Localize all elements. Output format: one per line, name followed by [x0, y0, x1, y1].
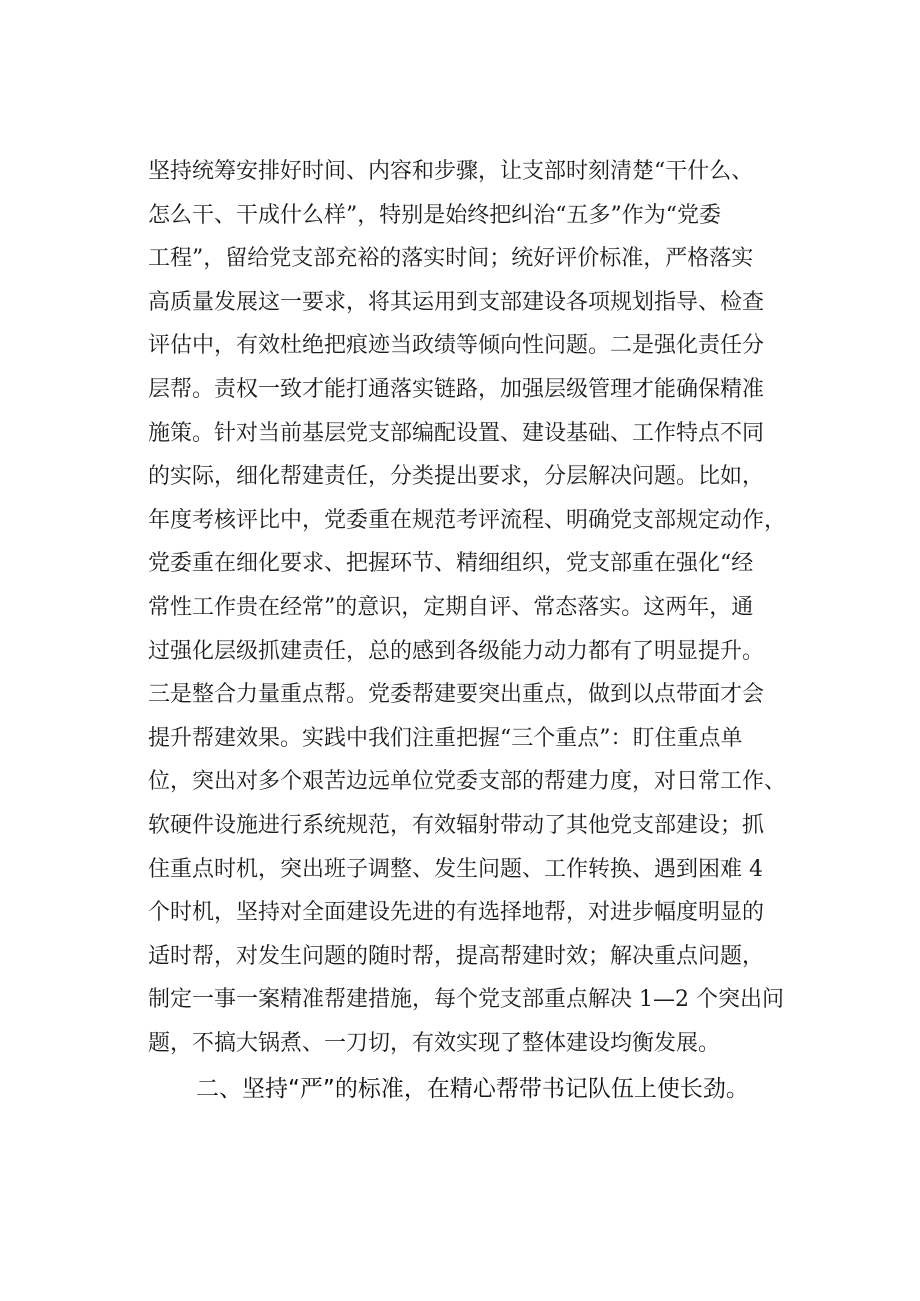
body-paragraph	[148, 150, 828, 1065]
paragraph-line: 高质量发展这一要求，将其运用到支部建设各项规划指导、检查	[148, 289, 765, 315]
paragraph-line: 施策。针对当前基层党支部编配设置、建设基础、工作特点不同	[148, 420, 765, 446]
paragraph-line: 层帮。责权一致才能打通落实链路，加强层级管理才能确保精准	[148, 376, 765, 402]
paragraph-line: 年度考核评比中，党委重在规范考评流程、明确党支部规定动作，	[148, 507, 787, 533]
paragraph-line: 题，不搞大锅煮、一刀切，有效实现了整体建设均衡发展。	[148, 1030, 721, 1056]
paragraph-line: 常性工作贵在经常”的意识，定期自评、常态落实。这两年，通	[148, 594, 754, 620]
section-heading: 二、坚持“严”的标准，在精心帮带书记队伍上使长劲。	[196, 1076, 749, 1102]
paragraph-line: 怎么干、干成什么样”，特别是始终把纠治“五多”作为“党委	[148, 202, 721, 228]
paragraph-line: 个时机，坚持对全面建设先进的有选择地帮，对进步幅度明显的	[148, 900, 765, 926]
paragraph-line: 三是整合力量重点帮。党委帮建要突出重点，做到以点带面才会	[148, 682, 765, 708]
paragraph-line: 软硬件设施进行系统规范，有效辐射带动了其他党支部建设；抓	[148, 812, 765, 838]
paragraph-line: 适时帮，对发生问题的随时帮，提高帮建时效；解决重点问题，	[148, 943, 765, 969]
paragraph-line: 过强化层级抓建责任，总的感到各级能力动力都有了明显提升。	[148, 638, 765, 664]
paragraph-line: 党委重在细化要求、把握环节、精细组织，党支部重在强化“经	[148, 551, 754, 577]
paragraph-line: 提升帮建效果。实践中我们注重把握“三个重点”：盯住重点单	[148, 725, 743, 751]
paragraph-line: 位，突出对多个艰苦边远单位党委支部的帮建力度，对日常工作、	[148, 769, 787, 795]
paragraph-line: 住重点时机，突出班子调整、发生问题、工作转换、遇到困难 4	[148, 856, 763, 882]
paragraph-line: 评估中，有效杜绝把痕迹当政绩等倾向性问题。二是强化责任分	[148, 333, 765, 359]
paragraph-line: 工程”，留给党支部充裕的落实时间；统好评价标准，严格落实	[148, 246, 754, 272]
paragraph-line: 的实际，细化帮建责任，分类提出要求，分层解决问题。比如，	[148, 464, 765, 490]
paragraph-line: 坚持统筹安排好时间、内容和步骤，让支部时刻清楚“干什么、	[148, 159, 754, 184]
paragraph-line: 制定一事一案精准帮建措施，每个党支部重点解决 1—2 个突出问	[148, 987, 784, 1013]
